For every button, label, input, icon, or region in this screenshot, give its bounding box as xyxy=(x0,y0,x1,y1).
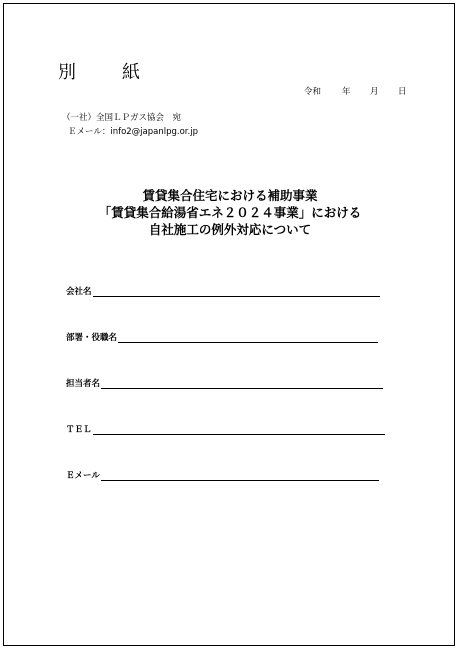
email-label: Ｅメール xyxy=(66,471,100,481)
attachment-label: 別 紙 xyxy=(58,62,154,83)
date-era: 令和 xyxy=(304,87,322,97)
person-field xyxy=(66,377,383,389)
company-field xyxy=(66,285,380,297)
date-day: 日 xyxy=(398,87,407,97)
recipient-org: （一社）全国ＬＰガス協会 宛 xyxy=(62,113,182,123)
tel-input-line[interactable] xyxy=(93,425,385,435)
department-field xyxy=(66,331,378,343)
email-field xyxy=(66,469,379,481)
title-line-2: 「賃貸集合給湯省エネ２０２４事業」における xyxy=(98,205,362,220)
document-title xyxy=(4,187,456,238)
date-year: 年 xyxy=(342,87,351,97)
tel-label: ＴＥＬ xyxy=(66,425,92,435)
recipient-email: Ｅメール：info2@japanlpg.or.jp xyxy=(68,127,198,137)
email-input-line[interactable] xyxy=(101,471,379,481)
title-line-1: 賃貸集合住宅における補助事業 xyxy=(142,188,318,203)
department-label: 部署・役職名 xyxy=(66,333,118,343)
date-month: 月 xyxy=(370,87,379,97)
person-label: 担当者名 xyxy=(66,379,101,389)
recipient-block xyxy=(62,111,198,139)
tel-field xyxy=(66,423,385,435)
company-input-line[interactable] xyxy=(93,287,380,297)
company-label: 会社名 xyxy=(66,287,92,297)
department-input-line[interactable] xyxy=(118,333,378,343)
person-input-line[interactable] xyxy=(101,379,383,389)
document-page xyxy=(3,3,455,646)
date-line xyxy=(304,85,407,97)
title-line-3: 自社施工の例外対応について xyxy=(148,222,312,237)
